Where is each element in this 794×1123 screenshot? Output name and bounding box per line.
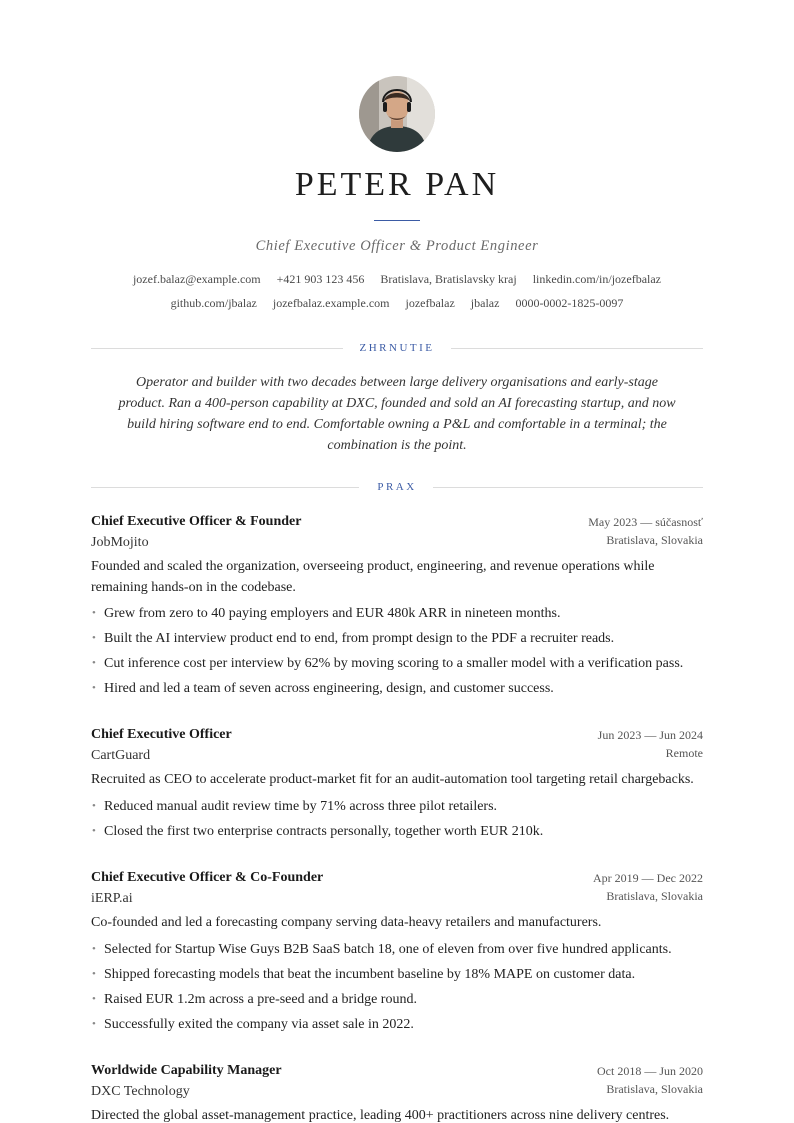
job-company: JobMojito: [91, 535, 149, 550]
person-photo-icon: [359, 76, 435, 152]
contact-handle-2[interactable]: jbalaz: [470, 296, 500, 310]
job-location: Bratislava, Slovakia: [606, 889, 703, 903]
summary-text: Operator and builder with two decades between large delivery organisations and early-stage product. Ran a 400-person capability at DXC, founded and sold an AI forecasting startup, and now build hiring software end to end. Comfortable owning a P&L and comfortable in a terminal; the combination is the point.: [118, 375, 676, 453]
job-location: Bratislava, Slovakia: [606, 533, 703, 547]
job-location: Bratislava, Slovakia: [606, 1082, 703, 1096]
job-bullets: [91, 794, 703, 844]
list-item: • Hired and led a team of seven across engineering, design, and customer success.: [92, 681, 554, 696]
job-description: Directed the global asset-management practice, leading 400+ practitioners across nine delivery centres.: [91, 1108, 670, 1123]
contact-row-2: [60, 295, 734, 311]
job-dates: Apr 2019 — Dec 2022: [593, 871, 703, 885]
headline: Chief Executive Officer & Product Engineer: [255, 238, 539, 254]
job-description: Founded and scaled the organization, overseeing product, engineering, and revenue operations while remaining hands-on in the codebase.: [91, 559, 655, 595]
job-company: iERP.ai: [91, 891, 133, 906]
contact-handle-1[interactable]: jozefbalaz: [405, 296, 455, 310]
list-item: • Shipped forecasting models that beat the incumbent baseline by 18% MAPE on customer data.: [92, 967, 636, 982]
experience-entry: [91, 513, 703, 703]
candidate-name: PETER PAN: [294, 166, 500, 203]
job-description: Co-founded and led a forecasting company serving data-heavy retailers and manufacturers.: [91, 915, 602, 930]
contact-github[interactable]: github.com/jbalaz: [170, 296, 257, 310]
list-item: • Raised EUR 1.2m across a pre-seed and a bridge round.: [92, 992, 417, 1007]
job-bullets: [91, 601, 703, 701]
summary-section-header: [91, 340, 703, 356]
job-dates: Jun 2023 — Jun 2024: [597, 728, 703, 742]
job-title: Worldwide Capability Manager: [91, 1063, 282, 1078]
experience-entry: [91, 726, 703, 846]
job-location: Remote: [665, 746, 703, 760]
job-bullets: [91, 937, 703, 1037]
job-dates: Oct 2018 — Jun 2020: [597, 1064, 703, 1078]
section-title-summary: ZHRNUTIE: [359, 342, 435, 354]
list-item: • Reduced manual audit review time by 71% across three pilot retailers.: [92, 799, 498, 814]
job-title: Chief Executive Officer: [91, 727, 232, 742]
avatar: [359, 76, 435, 152]
experience-entry: [91, 1062, 703, 1123]
name-underline: [374, 220, 420, 221]
experience-section-header: [91, 479, 703, 495]
job-description: Recruited as CEO to accelerate product-market fit for an audit-automation tool targeting retail chargebacks.: [91, 772, 694, 787]
job-company: CartGuard: [91, 748, 151, 763]
section-title-experience: PRAX: [377, 481, 417, 493]
experience-entry: [91, 869, 703, 1039]
contact-phone[interactable]: +421 903 123 456: [276, 272, 365, 286]
list-item: • Selected for Startup Wise Guys B2B SaaS batch 18, one of eleven from over five hundred applicants.: [92, 942, 672, 957]
job-title: Chief Executive Officer & Co-Founder: [91, 870, 324, 885]
job-title: Chief Executive Officer & Founder: [91, 514, 302, 529]
list-item: • Closed the first two enterprise contracts personally, together worth EUR 210k.: [92, 824, 544, 839]
job-dates: May 2023 — súčasnosť: [588, 515, 703, 529]
contact-linkedin[interactable]: linkedin.com/in/jozefbalaz: [532, 272, 662, 286]
contact-location: Bratislava, Bratislavsky kraj: [380, 272, 517, 286]
list-item: • Built the AI interview product end to end, from prompt design to the PDF a recruiter reads.: [92, 631, 615, 646]
contact-row-1: [60, 271, 734, 287]
job-company: DXC Technology: [91, 1084, 190, 1099]
list-item: • Cut inference cost per interview by 62% by moving scoring to a smaller model with a verification pass.: [92, 656, 684, 671]
contact-orcid[interactable]: 0000-0002-1825-0097: [515, 296, 624, 310]
list-item: • Successfully exited the company via asset sale in 2022.: [92, 1017, 414, 1032]
contact-website[interactable]: jozefbalaz.example.com: [272, 296, 390, 310]
contact-email[interactable]: jozef.balaz@example.com: [132, 272, 261, 286]
list-item: • Grew from zero to 40 paying employers and EUR 480k ARR in nineteen months.: [92, 606, 561, 621]
